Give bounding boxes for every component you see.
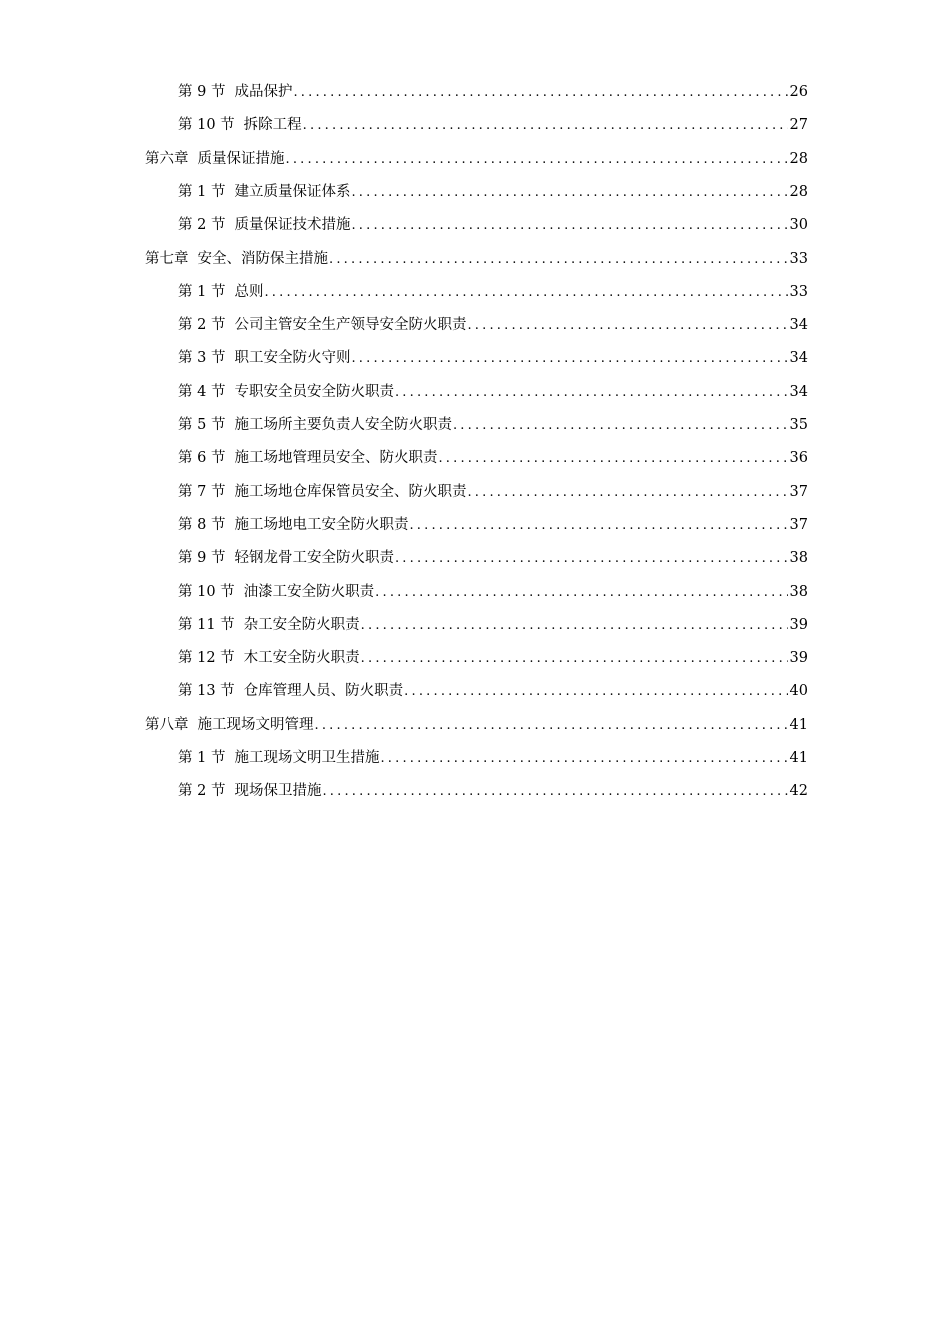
toc-entry-title: 质量保证措施 xyxy=(197,150,285,167)
toc-entry-title: 施工场地电工安全防火职责 xyxy=(234,516,409,533)
toc-section-entry[interactable] xyxy=(178,646,808,670)
toc-entry-number: 第 4 节 xyxy=(178,383,226,400)
toc-section-entry[interactable] xyxy=(178,580,808,604)
toc-section-entry[interactable] xyxy=(178,280,808,304)
toc-chapter-entry[interactable] xyxy=(145,147,808,171)
toc-entry-page-number: 38 xyxy=(789,583,808,600)
toc-entry-page-number: 34 xyxy=(789,317,808,334)
toc-entry-title: 拆除工程 xyxy=(243,117,302,134)
toc-entry-title: 质量保证技术措施 xyxy=(234,217,351,234)
toc-dot-leader xyxy=(395,381,788,404)
toc-dot-leader xyxy=(375,581,787,604)
toc-entry-title: 油漆工安全防火职责 xyxy=(243,583,375,600)
toc-entry-page-number: 34 xyxy=(789,350,808,367)
toc-entry-page-number: 40 xyxy=(789,683,808,700)
toc-dot-leader xyxy=(351,181,787,204)
toc-entry-page-number: 33 xyxy=(789,250,808,267)
toc-section-entry[interactable] xyxy=(178,679,808,703)
toc-entry-title: 施工场所主要负责人安全防火职责 xyxy=(234,417,452,433)
toc-dot-leader xyxy=(409,514,787,537)
toc-section-entry[interactable] xyxy=(178,180,808,204)
toc-entry-title: 施工现场文明卫生措施 xyxy=(234,750,380,766)
toc-section-entry[interactable] xyxy=(178,779,808,803)
toc-section-entry[interactable] xyxy=(178,546,808,570)
toc-entry-number: 第 1 节 xyxy=(178,283,226,300)
toc-section-entry[interactable] xyxy=(178,446,808,470)
toc-entry-number: 第 10 节 xyxy=(178,583,235,600)
toc-dot-leader xyxy=(264,281,787,304)
toc-entry-number: 第 11 节 xyxy=(178,616,235,633)
toc-entry-title: 成品保护 xyxy=(234,84,293,100)
toc-entry-number: 第 1 节 xyxy=(178,183,226,200)
toc-entry-title: 专职安全员安全防火职责 xyxy=(234,383,394,400)
toc-section-entry[interactable] xyxy=(178,380,808,404)
toc-entry-number: 第六章 xyxy=(145,150,189,167)
toc-entry-number: 第 7 节 xyxy=(178,483,226,500)
toc-dot-leader xyxy=(293,81,787,104)
toc-entry-number: 第 2 节 xyxy=(178,783,226,800)
toc-entry-number: 第 8 节 xyxy=(178,516,226,533)
toc-entry-page-number: 42 xyxy=(789,783,808,800)
toc-dot-leader xyxy=(329,248,788,271)
toc-entry-title: 杂工安全防火职责 xyxy=(243,616,360,633)
toc-dot-leader xyxy=(438,447,787,470)
toc-entry-number: 第 1 节 xyxy=(178,750,226,766)
toc-entry-page-number: 30 xyxy=(789,217,808,234)
toc-dot-leader xyxy=(467,481,787,504)
toc-entry-page-number: 39 xyxy=(789,616,808,633)
toc-entry-page-number: 41 xyxy=(789,716,808,733)
toc-entry-page-number: 33 xyxy=(789,283,808,300)
toc-dot-leader xyxy=(380,747,787,770)
toc-entry-number: 第 2 节 xyxy=(178,317,226,334)
toc-entry-title: 安全、消防保主措施 xyxy=(197,250,328,267)
toc-dot-leader xyxy=(361,647,788,670)
toc-dot-leader xyxy=(395,547,788,570)
toc-dot-leader xyxy=(303,114,788,137)
toc-entry-number: 第 9 节 xyxy=(178,550,226,567)
toc-entry-title: 施工现场文明管理 xyxy=(197,716,314,733)
toc-entry-number: 第 12 节 xyxy=(178,650,235,667)
toc-chapter-entry[interactable] xyxy=(145,713,808,737)
toc-entry-page-number: 28 xyxy=(789,183,808,200)
toc-entry-page-number: 36 xyxy=(789,450,808,467)
toc-section-entry[interactable] xyxy=(178,213,808,237)
toc-entry-title: 职工安全防火守则 xyxy=(234,350,351,367)
toc-entry-title: 施工场地管理员安全、防火职责 xyxy=(234,450,438,467)
toc-entry-page-number: 37 xyxy=(789,483,808,500)
toc-dot-leader xyxy=(315,714,788,737)
toc-entry-page-number: 38 xyxy=(789,550,808,567)
toc-section-entry[interactable] xyxy=(178,613,808,637)
toc-entry-number: 第 10 节 xyxy=(178,117,235,134)
toc-section-entry[interactable] xyxy=(178,480,808,504)
toc-entry-number: 第七章 xyxy=(145,250,189,267)
toc-entry-number: 第 3 节 xyxy=(178,350,226,367)
toc-dot-leader xyxy=(361,614,788,637)
toc-entry-number: 第 6 节 xyxy=(178,450,226,467)
toc-entry-page-number: 39 xyxy=(789,650,808,667)
toc-section-entry[interactable] xyxy=(178,313,808,337)
toc-dot-leader xyxy=(351,214,787,237)
toc-entry-page-number: 37 xyxy=(789,516,808,533)
toc-dot-leader xyxy=(351,347,787,370)
toc-entry-title: 轻钢龙骨工安全防火职责 xyxy=(234,550,394,567)
toc-entry-title: 现场保卫措施 xyxy=(234,783,322,800)
toc-entry-page-number: 41 xyxy=(789,750,808,766)
toc-entry-page-number: 28 xyxy=(789,150,808,167)
toc-dot-leader xyxy=(404,680,787,703)
toc-entry-page-number: 34 xyxy=(789,383,808,400)
toc-entry-title: 建立质量保证体系 xyxy=(234,183,351,200)
toc-entry-page-number: 35 xyxy=(789,417,808,433)
toc-section-entry[interactable] xyxy=(178,513,808,537)
toc-entry-title: 公司主管安全生产领导安全防火职责 xyxy=(234,317,467,334)
toc-section-entry[interactable] xyxy=(178,346,808,370)
toc-entry-title: 总则 xyxy=(234,283,264,300)
toc-entry-title: 木工安全防火职责 xyxy=(243,650,360,667)
toc-entry-page-number: 26 xyxy=(789,84,808,100)
toc-entry-number: 第八章 xyxy=(145,716,189,733)
toc-entry-number: 第 13 节 xyxy=(178,683,235,700)
toc-entry-number: 第 5 节 xyxy=(178,417,226,433)
toc-chapter-entry[interactable] xyxy=(145,247,808,271)
toc-section-entry[interactable] xyxy=(178,80,808,104)
toc-section-entry[interactable] xyxy=(178,113,808,137)
toc-entry-number: 第 2 节 xyxy=(178,217,226,234)
toc-dot-leader xyxy=(286,148,788,171)
toc-entry-title: 施工场地仓库保管员安全、防火职责 xyxy=(234,483,467,500)
toc-section-entry[interactable] xyxy=(178,746,808,770)
toc-entry-page-number: 27 xyxy=(789,117,808,134)
toc-dot-leader xyxy=(322,780,787,803)
toc-entry-title: 仓库管理人员、防火职责 xyxy=(243,683,404,700)
toc-dot-leader xyxy=(467,314,787,337)
toc-entry-number: 第 9 节 xyxy=(178,84,226,100)
toc-section-entry[interactable] xyxy=(178,413,808,437)
toc-dot-leader xyxy=(453,414,788,437)
